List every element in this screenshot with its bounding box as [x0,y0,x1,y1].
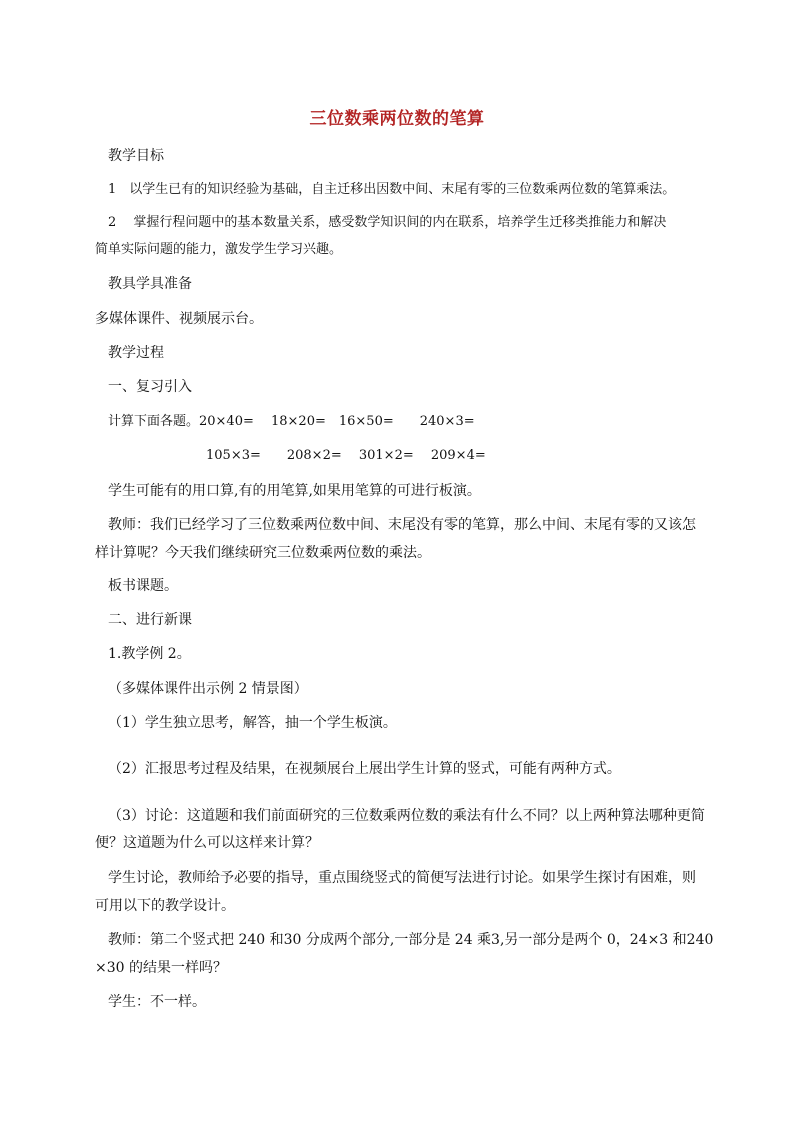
step-3-line-1: （3）讨论：这道题和我们前面研究的三位数乘两位数的乘法有什么不同？以上两种算法哪种更简 [108,808,705,824]
goal-item-2-line-1: 2 掌握行程问题中的基本数量关系，感受数学知识间的内在联系，培养学生迁移类推能力和解决 [108,215,667,230]
goal-item-2-line-2: 简单实际问题的能力，激发学生学习兴趣。 [95,242,343,257]
document-title: 三位数乘两位数的笔算 [309,109,485,129]
paragraph-teacher-intro-line-1: 教师：我们已经学习了三位数乘两位数中间、末尾没有零的笔算，那么中间、末尾有零的又该怎 [108,517,696,533]
heading-process: 教学过程 [108,345,164,361]
section-review: 一、复习引入 [108,379,192,395]
paragraph-teacher-question-line-2: ×30 的结果一样吗？ [95,960,227,976]
paragraph-student-answer: 学生：不一样。 [108,994,206,1010]
calc-row-2: 105×3= 208×2= 301×2= 209×4= [206,448,486,463]
step-3-line-2: 便？这道题为什么可以这样来计算？ [95,835,319,851]
paragraph-oral-calc: 学生可能有的用口算,有的用笔算,如果用笔算的可进行板演。 [108,483,481,499]
example-heading: 1.教学例 2。 [108,646,191,662]
preparation-text: 多媒体课件、视频展示台。 [95,311,263,327]
goal-item-1: 1 以学生已有的知识经验为基础，自主迁移出因数中间、末尾有零的三位数乘两位数的笔算乘法。 [108,182,676,197]
paragraph-teacher-question-line-1: 教师：第二个竖式把 240 和30 分成两个部分,一部分是 24 乘3,另一部分是两个 0，24×3 和240 [108,932,714,948]
paragraph-discussion-line-1: 学生讨论，教师给予必要的指导，重点围绕竖式的简便写法进行讨论。如果学生探讨有困难，则 [108,870,696,886]
calc-row-1: 计算下面各题。20×40= 18×20= 16×50= 240×3= [108,414,475,429]
heading-teaching-goals: 教学目标 [108,148,164,164]
paragraph-board-title: 板书课题。 [108,578,178,594]
paragraph-discussion-line-2: 可用以下的教学设计。 [95,898,235,914]
paragraph-teacher-intro-line-2: 样计算呢？今天我们继续研究三位数乘两位数的乘法。 [95,545,431,561]
step-1: （1）学生独立思考，解答，抽一个学生板演。 [108,715,397,731]
heading-preparation: 教具学具准备 [108,276,192,292]
example-note: （多媒体课件出示例 2 情景图） [108,681,308,697]
step-2: （2）汇报思考过程及结果，在视频展台上展出学生计算的竖式，可能有两种方式。 [108,761,621,777]
section-new-lesson: 二、进行新课 [108,612,192,628]
